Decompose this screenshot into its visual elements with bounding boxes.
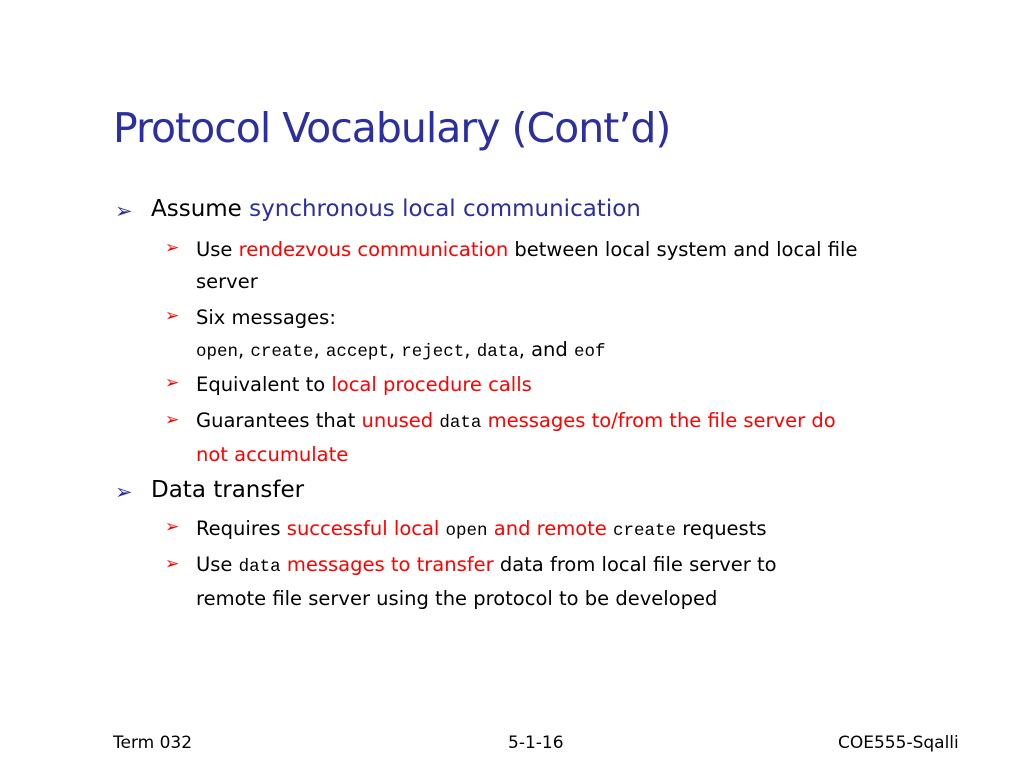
- arrowhead-bullet-icon: ➢: [115, 480, 133, 504]
- arrowhead-bullet-icon: ➢: [165, 238, 180, 258]
- footer-course: COE555-Sqalli: [838, 733, 959, 753]
- arrowhead-bullet-icon: ➢: [165, 373, 180, 393]
- bullet-equivalent: Equivalent to local procedure calls: [196, 373, 532, 396]
- bullet-assume: Assume synchronous local communication: [151, 196, 641, 222]
- arrowhead-bullet-icon: ➢: [115, 199, 133, 223]
- footer-date: 5-1-16: [508, 733, 564, 753]
- arrowhead-bullet-icon: ➢: [165, 554, 180, 574]
- bullet-six-messages: Six messages: open, create, accept, reject, data, and eof: [196, 306, 606, 362]
- bullet-use-data: Use data messages to transfer data from local file server to remote file server using the protocol to be developed: [196, 553, 777, 610]
- arrowhead-bullet-icon: ➢: [165, 410, 180, 430]
- slide-title: Protocol Vocabulary (Cont’d): [113, 104, 671, 152]
- arrowhead-bullet-icon: ➢: [165, 517, 180, 537]
- footer-term: Term 032: [113, 733, 193, 753]
- bullet-guarantees: Guarantees that unused data messages to/from the file server do not accumulate: [196, 409, 836, 466]
- arrowhead-bullet-icon: ➢: [165, 306, 180, 326]
- bullet-requires: Requires successful local open and remote create requests: [196, 517, 767, 541]
- bullet-rendezvous: Use rendezvous communication between local system and local file server: [196, 238, 858, 293]
- bullet-data-transfer: Data transfer: [151, 477, 305, 503]
